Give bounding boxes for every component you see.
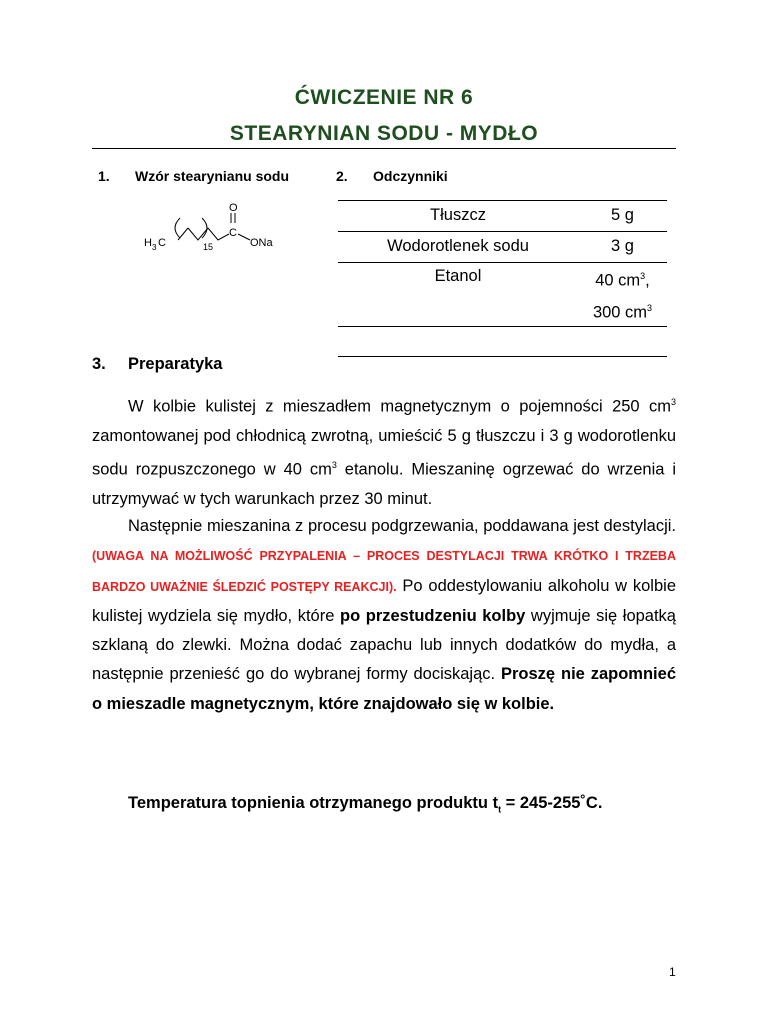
section-2-label: Odczynniki <box>373 168 448 184</box>
reagent-name: Etanol <box>434 267 482 285</box>
melting-point-value: = 245-255˚C. <box>501 794 603 812</box>
p1-text-b: zamontowanej pod chłodnicą zwrotną, umieścić 5 g tłuszczu i 3 g wodorotlenku sodu rozpuszczonego w 40 cm <box>92 426 676 479</box>
table-row <box>338 263 667 327</box>
warning-text: (UWAGA NA MOŻLIWOŚĆ PRZYPALENIA – PROCES DESTYLACJI TRWA KRÓTKO I TRZEBA BARDZO UWAŻNIE ŚLEDZIĆ POSTĘPY REAKCJI). <box>92 549 676 594</box>
p1-sup-b: 3 <box>331 460 337 471</box>
amount-b-sup: 3 <box>647 302 653 313</box>
p2-text-a: Następnie mieszanina z procesu podgrzewania, poddawana jest destylacji. <box>128 517 676 535</box>
repeat-count: 15 <box>203 242 214 252</box>
bond-to-carboxyl <box>208 228 229 240</box>
ch3-carbon-label: C <box>158 237 166 249</box>
exercise-subtitle: STEARYNIAN SODU - MYDŁO <box>229 122 539 145</box>
p1-text-a: W kolbie kulistej z mieszadłem magnetycznym o pojemności 250 cm <box>128 397 671 416</box>
empty-cell <box>578 327 667 357</box>
bond-c-o <box>238 234 250 240</box>
reagent-amount: 3 g <box>611 237 634 255</box>
exercise-title: ĆWICZENIE NR 6 <box>294 86 474 109</box>
reagent-amount <box>578 263 667 327</box>
p2-bold-2: Proszę nie zapomnieć o mieszadle magnetycznym, które znajdowało się w kolbie. <box>92 665 676 713</box>
reagents-table <box>338 200 667 357</box>
table-row <box>338 232 667 263</box>
reagent-name: Tłuszcz <box>430 206 486 224</box>
sodium-stearate-structure <box>140 196 300 260</box>
procedure-paragraph-2 <box>92 512 676 719</box>
table-row <box>338 201 667 232</box>
p1-sup-a: 3 <box>670 397 676 407</box>
empty-cell <box>338 327 578 357</box>
page-number: 1 <box>669 965 676 979</box>
reagent-name: Wodorotlenek sodu <box>387 237 529 255</box>
h-label: H <box>144 237 152 249</box>
carbon-label: C <box>229 227 237 239</box>
section-1-number: 1. <box>98 168 110 184</box>
section-1-label: Wzór stearynianu sodu <box>135 168 290 184</box>
melting-point-sub: t <box>498 804 502 815</box>
p1-text-c: etanolu. Mieszaninę ogrzewać do wrzenia i utrzymywać w tych warunkach przez 30 minut. <box>92 460 676 508</box>
amount-b: 300 cm <box>592 303 648 321</box>
amount-a-sup: 3 <box>640 271 646 281</box>
reagent-amount: 5 g <box>611 206 634 224</box>
table-row-empty <box>338 327 667 357</box>
procedure-paragraph-1 <box>92 388 676 514</box>
oxygen-label: O <box>229 202 238 214</box>
section-3-number: 3. <box>92 355 106 373</box>
amount-a: 40 cm <box>595 271 641 290</box>
amount-a-tail: , <box>645 271 650 290</box>
melting-point-prefix: Temperatura topnienia otrzymanego produktu t <box>128 794 499 812</box>
section-3-label: Preparatyka <box>128 355 223 373</box>
ona-label: ONa <box>250 237 273 249</box>
melting-point <box>128 794 602 814</box>
bracket-left <box>175 218 180 238</box>
p2-text-b: Po oddestylowaniu alkoholu w kolbie kulistej wydziela się mydło, które <box>92 576 676 625</box>
p2-text-c: wyjmuje się łopatką szklaną do zlewki. Można dodać zapachu lub innych dodatków do mydła, a następnie przenieść go do wybranej formy dociskając. <box>92 606 676 684</box>
title-divider <box>92 148 676 149</box>
h3-subscript: 3 <box>152 243 157 252</box>
section-2-number: 2. <box>336 168 348 184</box>
p2-bold-1: po przestudzeniu kolby <box>340 606 526 625</box>
